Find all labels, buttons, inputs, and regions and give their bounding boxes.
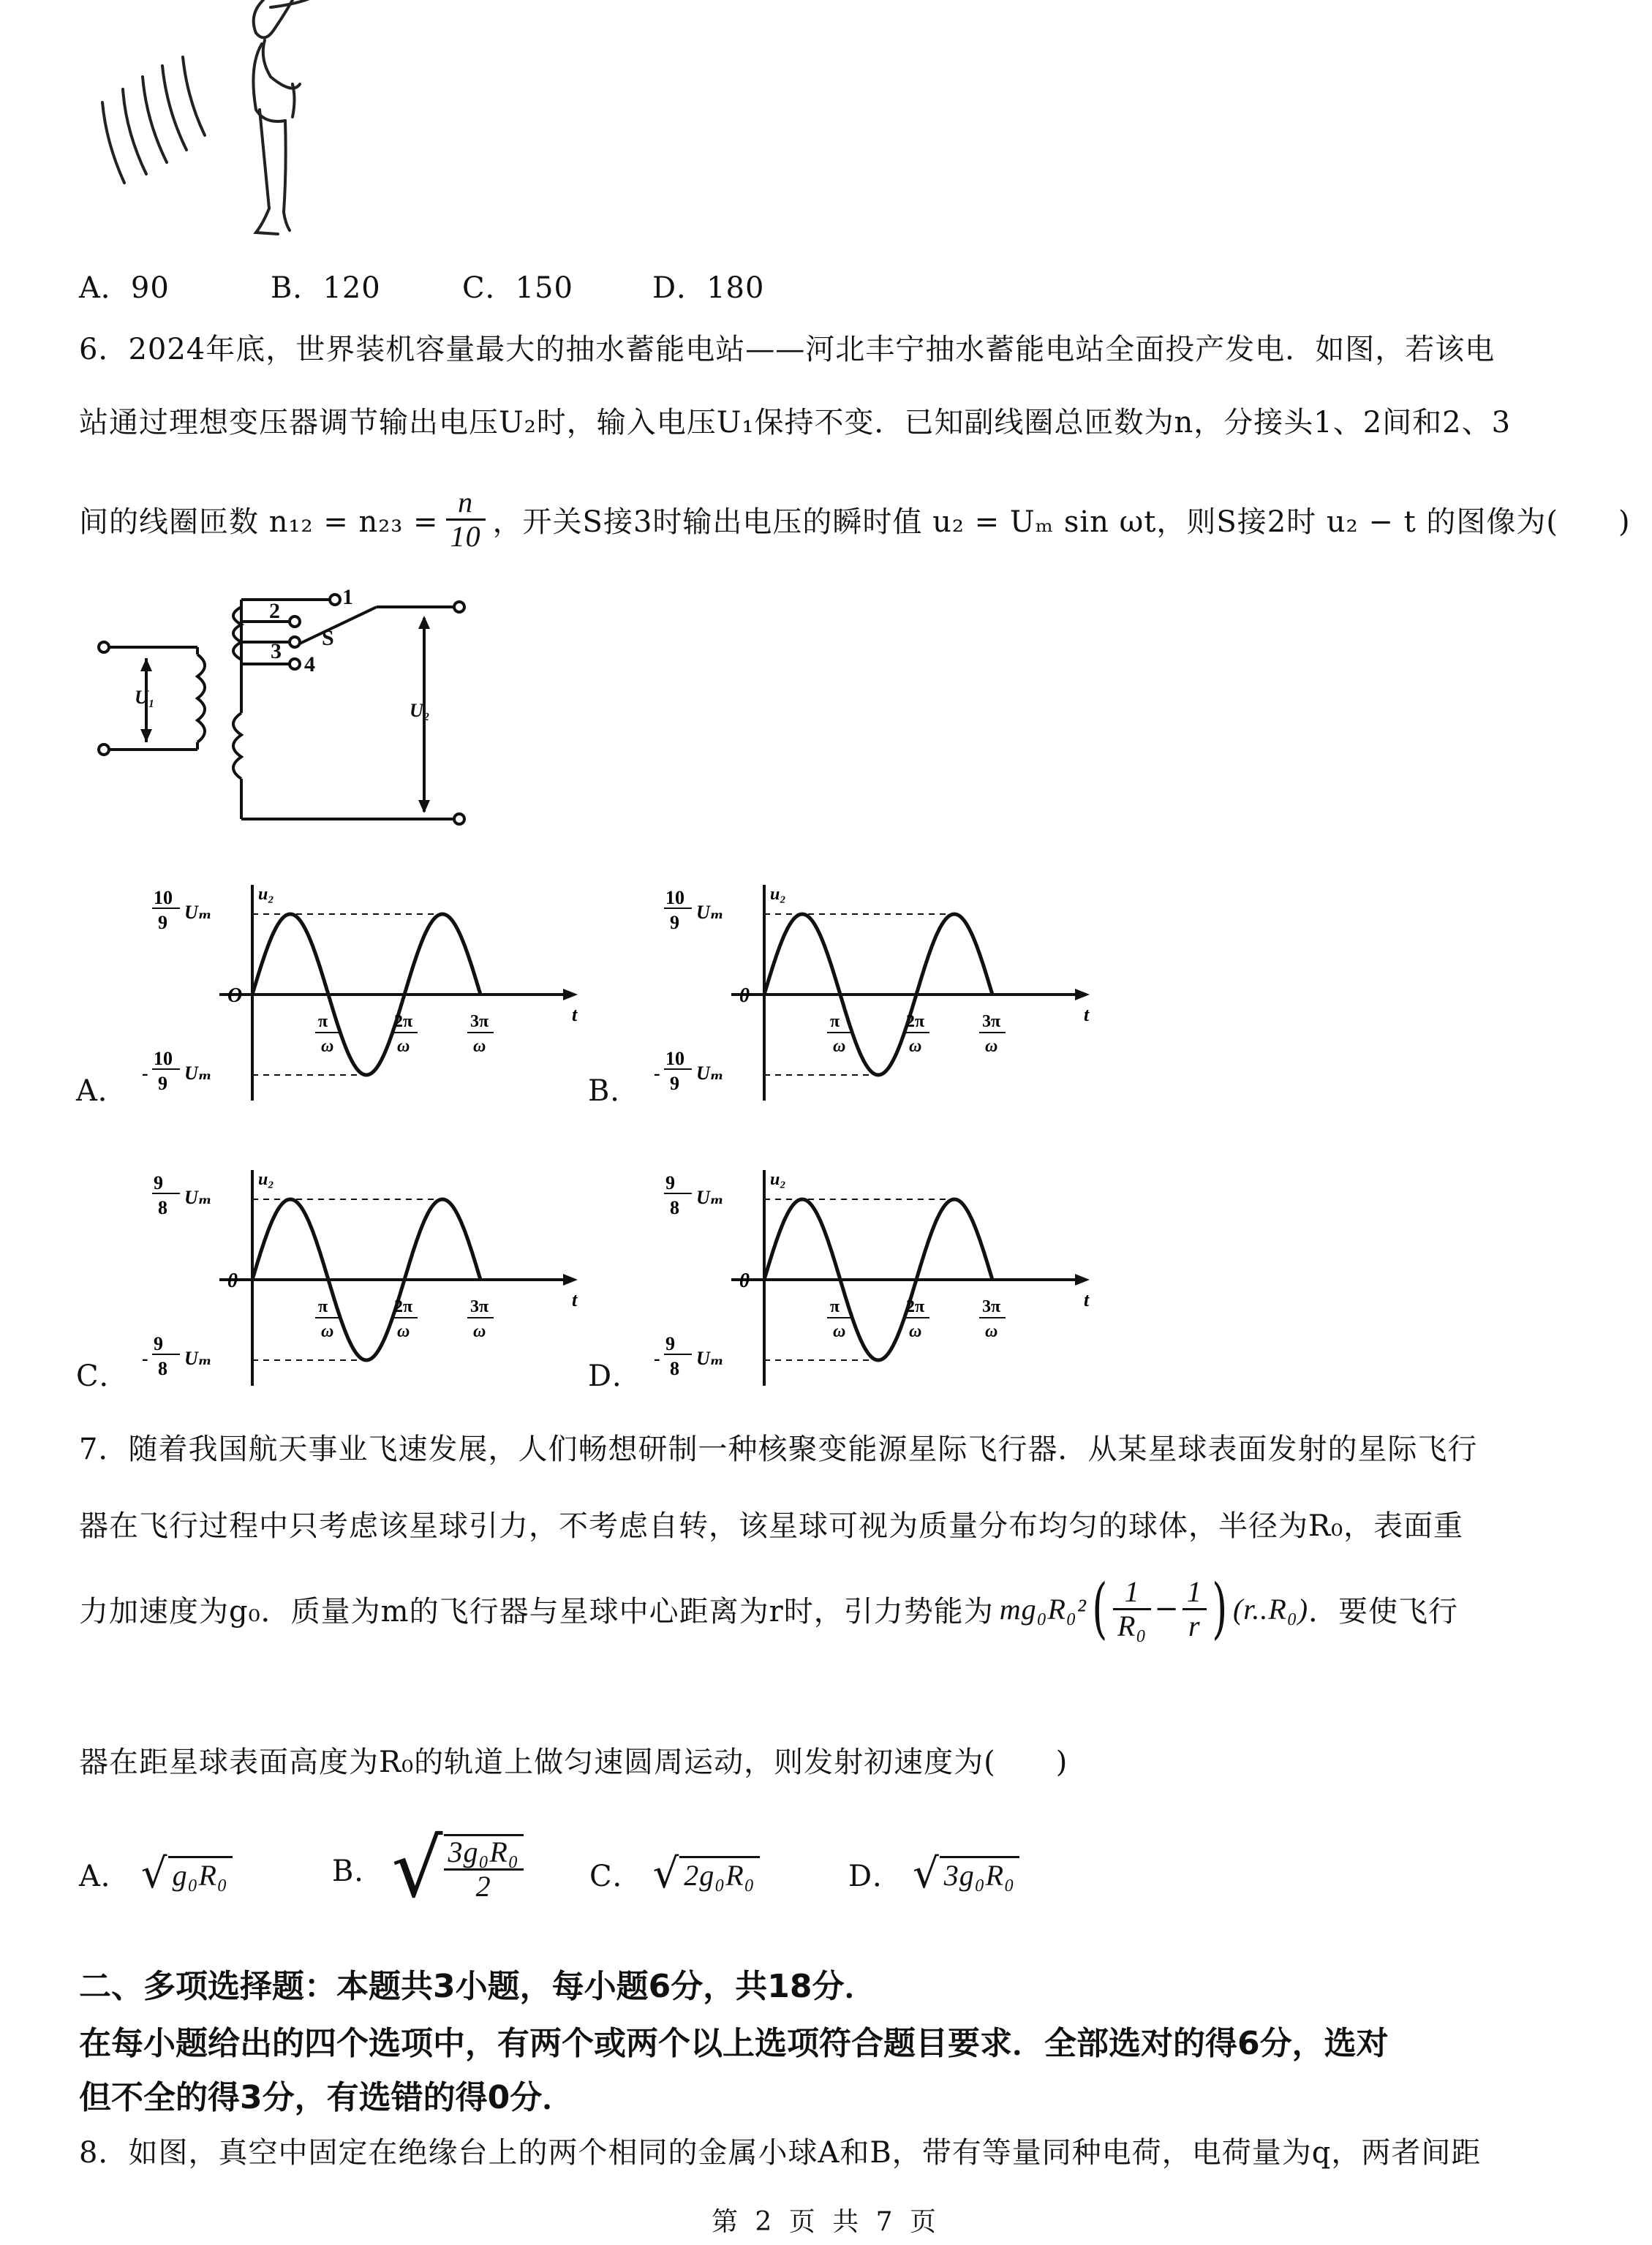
q7-option-c-label: C．	[589, 1860, 643, 1893]
q6-option-a-graph[interactable]	[142, 878, 585, 1112]
tick-1-num: π	[318, 1012, 328, 1031]
amp-den: 9	[158, 912, 167, 933]
tick-2-num: 2π	[394, 1012, 413, 1031]
tick-1-den: ω	[833, 1322, 846, 1341]
q6-option-d-letter[interactable]: D．	[588, 1359, 643, 1393]
amp-den: 9	[670, 912, 679, 933]
q7-option-d-label: D．	[848, 1860, 903, 1893]
sqrt-icon: √	[652, 1850, 680, 1898]
tick-2-num: 2π	[906, 1012, 925, 1031]
neg-sign: -	[142, 1348, 148, 1369]
q7-option-d-expr: 3g₀R₀	[940, 1856, 1019, 1893]
tick-3-den: ω	[473, 1322, 486, 1341]
q7-option-b-label: B．	[332, 1854, 385, 1888]
switch-label: S	[322, 626, 334, 650]
amp-um: Uₘ	[184, 902, 212, 923]
neg-amp-um: Uₘ	[696, 1348, 724, 1369]
section-2-desc-1: 在每小题给出的四个选项中，有两个或两个以上选项符合题目要求．全部选对的得6分，选对	[79, 2025, 1389, 2062]
tick-1-num: π	[830, 1297, 840, 1316]
x-axis-arrow-icon	[1075, 989, 1090, 1000]
amp-den: 8	[158, 1197, 167, 1218]
q7-fraction-1	[1113, 1576, 1151, 1642]
q7-line-4: 器在距星球表面高度为R₀的轨道上做匀速圆周运动，则发射初速度为( )	[79, 1746, 1068, 1779]
q5-option-b[interactable]: B．120	[271, 271, 381, 305]
amp-num: 9	[154, 1172, 163, 1193]
neg-amp-num: 10	[154, 1048, 173, 1069]
q8-line-1: 8．如图，真空中固定在绝缘台上的两个相同的金属小球A和B，带有等量同种电荷，电荷量为q，两者间距	[79, 2136, 1482, 2170]
q6-fraction-num: n	[446, 486, 486, 521]
q6-option-d-graph[interactable]	[654, 1163, 1097, 1397]
transformer-circuit	[88, 578, 497, 841]
q7-condition: (r..R₀)	[1232, 1592, 1309, 1626]
q5-option-c[interactable]: C．150	[462, 271, 573, 305]
q7-option-b-num: 3g₀R₀	[444, 1836, 524, 1871]
tick-2-den: ω	[397, 1037, 410, 1056]
u2-label: U₂	[410, 700, 430, 721]
sqrt-icon: √	[391, 1822, 444, 1915]
q6-line-3	[79, 475, 1631, 563]
neg-sign: -	[654, 1063, 660, 1084]
y-axis-label: u₂	[770, 1170, 786, 1189]
q7-option-b[interactable]	[332, 1822, 524, 1915]
terminal-2: 2	[269, 599, 280, 623]
y-axis-label: u₂	[770, 885, 786, 904]
q6-option-c-graph[interactable]	[142, 1163, 585, 1397]
q7-fraction-1-den: R₀	[1117, 1609, 1147, 1642]
q7-option-b-fraction	[444, 1834, 524, 1903]
q7-fraction-2	[1183, 1576, 1207, 1642]
q6-option-b-graph[interactable]	[654, 878, 1097, 1112]
y-axis-label: u₂	[258, 885, 274, 904]
terminal-3: 3	[271, 639, 282, 663]
q7-open-paren: (	[1092, 1570, 1108, 1647]
neg-amp-den: 9	[670, 1073, 679, 1094]
q7-option-a-expr: g₀R₀	[168, 1856, 233, 1893]
x-axis-label: t	[1084, 1004, 1090, 1025]
amp-um: Uₘ	[184, 1187, 212, 1208]
x-axis-label: t	[572, 1289, 578, 1310]
page-footer: 第 2 页 共 7 页	[711, 2207, 941, 2237]
tick-1-den: ω	[321, 1037, 334, 1056]
neg-amp-den: 9	[158, 1073, 167, 1094]
tick-1-den: ω	[833, 1037, 846, 1056]
neg-amp-um: Uₘ	[184, 1348, 212, 1369]
q6-option-a-letter[interactable]: A．	[76, 1074, 128, 1108]
tick-3-den: ω	[985, 1322, 998, 1341]
neg-amp-den: 8	[670, 1358, 679, 1379]
tick-1-num: π	[318, 1297, 328, 1316]
sound-listener-figure	[73, 0, 322, 241]
tick-3-den: ω	[473, 1037, 486, 1056]
q6-line-2: 站通过理想变压器调节输出电压U₂时，输入电压U₁保持不变．已知副线圈总匝数为n，分接头1、2间和2、3	[79, 406, 1512, 439]
x-axis-arrow-icon	[563, 1274, 578, 1286]
y-axis-label: u₂	[258, 1170, 274, 1189]
neg-sign: -	[142, 1063, 148, 1084]
tick-3-num: 3π	[982, 1297, 1001, 1316]
x-axis-arrow-icon	[1075, 1274, 1090, 1286]
origin-label: 0	[739, 984, 750, 1007]
q7-line-1: 7．随着我国航天事业飞速发展，人们畅想研制一种核聚变能源星际飞行器．从某星球表面发射的星际飞行	[79, 1433, 1478, 1466]
x-axis-label: t	[572, 1004, 578, 1025]
section-2-desc-2: 但不全的得3分，有选错的得0分．	[79, 2079, 575, 2116]
q5-options	[79, 265, 883, 305]
q6-option-c-letter[interactable]: C．	[76, 1359, 129, 1393]
u1-label: U₁	[135, 687, 155, 708]
q7-fraction-2-num: 1	[1183, 1576, 1207, 1610]
tick-2-den: ω	[909, 1322, 922, 1341]
neg-amp-num: 10	[665, 1048, 684, 1069]
q6-line-1: 6．2024年底，世界装机容量最大的抽水蓄能电站——河北丰宁抽水蓄能电站全面投产发电．如图，若该电	[79, 333, 1496, 366]
amp-num: 9	[665, 1172, 675, 1193]
tick-1-num: π	[830, 1012, 840, 1031]
neg-sign: -	[654, 1348, 660, 1369]
q7-line-2: 器在飞行过程中只考虑该星球引力，不考虑自转，该星球可视为质量分布均匀的球体，半径为R₀，表面重	[79, 1509, 1464, 1543]
q7-fraction-1-num: 1	[1113, 1576, 1151, 1610]
amp-den: 8	[670, 1197, 679, 1218]
tick-3-num: 3π	[470, 1297, 489, 1316]
q7-line-3	[79, 1558, 1458, 1660]
terminal-1: 1	[342, 585, 353, 609]
q7-option-d[interactable]	[848, 1850, 1019, 1898]
tick-2-den: ω	[397, 1322, 410, 1341]
terminal-4: 4	[304, 652, 315, 676]
neg-amp-um: Uₘ	[184, 1063, 212, 1084]
q6-fraction	[446, 486, 486, 553]
q7-option-c[interactable]	[589, 1850, 760, 1898]
q7-fraction-2-den: r	[1188, 1609, 1201, 1642]
tick-2-num: 2π	[394, 1297, 413, 1316]
sqrt-icon: √	[913, 1850, 940, 1898]
origin-label: 0	[227, 1269, 238, 1292]
amp-um: Uₘ	[696, 1187, 724, 1208]
tick-2-den: ω	[909, 1037, 922, 1056]
amp-num: 10	[154, 887, 173, 908]
q6-option-b-letter[interactable]: B．	[588, 1074, 641, 1108]
q7-option-c-expr: 2g₀R₀	[679, 1856, 759, 1893]
q7-potential-text: 力加速度为g₀．质量为m的飞行器与星球中心距离为r时，引力势能为	[79, 1594, 994, 1629]
tick-3-den: ω	[985, 1037, 998, 1056]
q6-turns-text: 间的线圈匝数 n₁₂ = n₂₃ =	[79, 505, 439, 539]
neg-amp-num: 9	[154, 1333, 163, 1354]
origin-label: O	[227, 984, 243, 1007]
q5-option-a[interactable]: A．90	[79, 271, 170, 305]
tick-3-num: 3π	[470, 1012, 489, 1031]
q7-close-paren: )	[1212, 1570, 1228, 1647]
q7-minus: −	[1154, 1592, 1180, 1626]
tick-1-den: ω	[321, 1322, 334, 1341]
tick-3-num: 3π	[982, 1012, 1001, 1031]
tick-2-num: 2π	[906, 1297, 925, 1316]
q6-fraction-den: 10	[450, 519, 481, 553]
neg-amp-den: 8	[158, 1358, 167, 1379]
q7-expr-prefix: mg₀R₀²	[999, 1592, 1087, 1626]
section-2-title: 二、多项选择题：本题共3小题，每小题6分，共18分．	[79, 1968, 877, 2005]
q7-option-a-label: A．	[79, 1860, 131, 1893]
origin-label: 0	[739, 1269, 750, 1292]
q6-question-text: ，开关S接3时输出电压的瞬时值 u₂ = Uₘ sin ωt，则S接2时 u₂ − t 的图像为( )	[492, 505, 1631, 539]
sqrt-icon: √	[140, 1850, 168, 1898]
amp-um: Uₘ	[696, 902, 724, 923]
q5-option-d[interactable]: D．180	[652, 271, 765, 305]
amp-num: 10	[665, 887, 684, 908]
q7-question-text: ．要使飞行	[1308, 1594, 1459, 1629]
neg-amp-num: 9	[665, 1333, 675, 1354]
x-axis-arrow-icon	[563, 989, 578, 1000]
x-axis-label: t	[1084, 1289, 1090, 1310]
q7-option-a[interactable]	[79, 1850, 233, 1898]
q7-option-b-den: 2	[475, 1870, 491, 1903]
neg-amp-um: Uₘ	[696, 1063, 724, 1084]
